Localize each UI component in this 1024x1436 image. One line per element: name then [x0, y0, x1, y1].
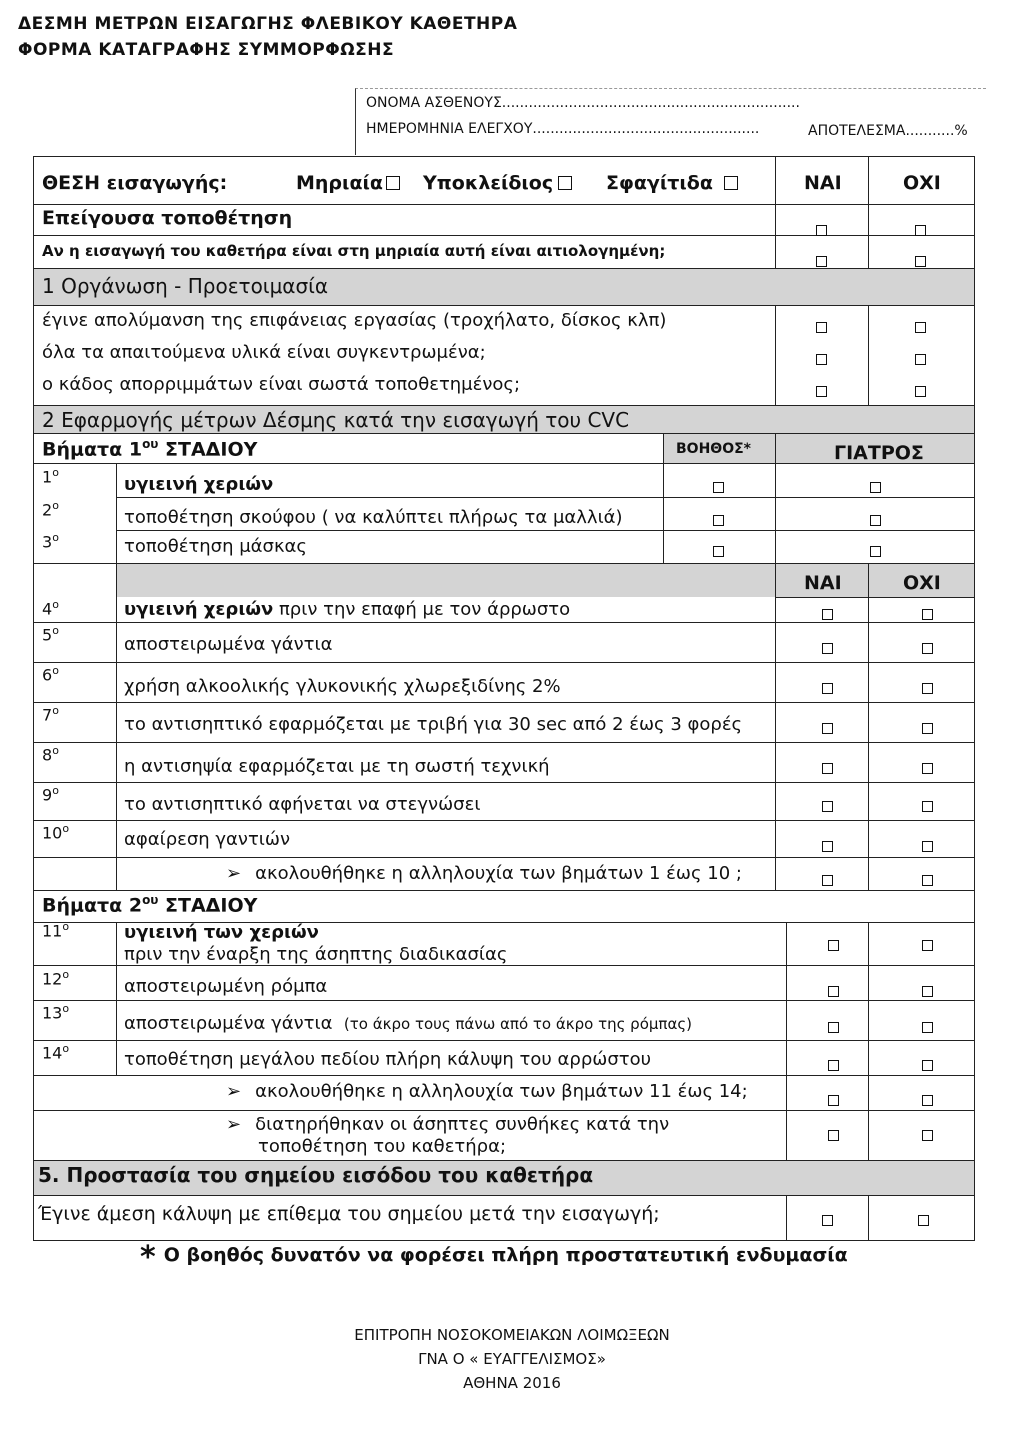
s1-item-2: όλα τα απαιτούμενα υλικά είναι συγκεντρωμένα; [42, 342, 486, 363]
step-4-rest: πριν την επαφή με τον άρρωστο [273, 599, 571, 620]
step-9-no-checkbox[interactable] [922, 801, 933, 812]
femoral-yes-checkbox[interactable] [816, 256, 827, 267]
s5-no-checkbox[interactable] [918, 1215, 929, 1226]
step-11-number: 11$^o$ [42, 920, 70, 941]
step-1-text: υγιεινή χεριών [124, 474, 274, 495]
s1-item-2-yes-checkbox[interactable] [816, 354, 827, 365]
result-line [808, 123, 968, 139]
patient-name-line [366, 95, 800, 111]
step-8-text: η αντισηψία εφαρμόζεται με τη σωστή τεχνική [124, 756, 550, 777]
stage2-title-suffix: ΣΤΑΔΙΟΥ [158, 894, 258, 917]
s1-item-2-no-checkbox[interactable] [915, 354, 926, 365]
footnote [140, 1240, 848, 1275]
footnote-text: Ο βοηθός δυνατόν να φορέσει πλήρη προστατευτική ενδυμασία [163, 1244, 848, 1266]
step-1-helper-checkbox[interactable] [713, 482, 724, 493]
sequence-11-14-yes-checkbox[interactable] [828, 1095, 839, 1106]
s5-yes-checkbox[interactable] [822, 1215, 833, 1226]
position-femoral-label: Μηριαία [296, 172, 383, 194]
step-5-no-checkbox[interactable] [922, 643, 933, 654]
step-6-no-checkbox[interactable] [922, 683, 933, 694]
step-6-number: 6$^o$ [42, 664, 59, 685]
step-5-yes-checkbox[interactable] [822, 643, 833, 654]
aseptic-yes-checkbox[interactable] [828, 1130, 839, 1141]
aseptic-no-checkbox[interactable] [922, 1130, 933, 1141]
col-no-header-2: ΟΧΙ [903, 572, 941, 594]
sequence-11-14-text: ακολουθήθηκε η αλληλουχία των βημάτων 11 έως 14; [255, 1081, 748, 1102]
section1-title: 1 Οργάνωση - Προετοιμασία [42, 274, 329, 298]
sequence-1-10-text: ακολουθήθηκε η αλληλουχία των βημάτων 1 έως 10 ; [255, 863, 742, 884]
sequence-11-14-no-checkbox[interactable] [922, 1095, 933, 1106]
stage2-title-sup: ου [142, 893, 159, 907]
step-10-yes-checkbox[interactable] [822, 841, 833, 852]
step-2-doctor-checkbox[interactable] [870, 515, 881, 526]
sequence-11-14-question [226, 1081, 748, 1102]
stage2-title-prefix: Βήματα 2 [42, 894, 143, 917]
step-14-text: τοποθέτηση μεγάλου πεδίου πλήρη κάλυψη του αρρώστου [124, 1049, 651, 1070]
position-subclavian-checkbox[interactable] [558, 176, 572, 190]
step-7-no-checkbox[interactable] [922, 723, 933, 734]
femoral-justified-question: Αν η εισαγωγή του καθετήρα είναι στη μηριαία αυτή είναι αιτιολογημένη; [42, 242, 666, 260]
step-11-text: πριν την έναρξη της άσηπτης διαδικασίας [124, 944, 508, 965]
result-field[interactable]: ........... [905, 123, 955, 139]
step-2-helper-checkbox[interactable] [713, 515, 724, 526]
aseptic-question-line1 [226, 1114, 669, 1135]
arrow-bullet-icon: ➢ [226, 1081, 242, 1102]
position-femoral-checkbox[interactable] [386, 176, 400, 190]
step-10-number: 10$^o$ [42, 822, 70, 843]
step-3-number: 3$^o$ [42, 531, 59, 552]
urgent-yes-checkbox[interactable] [816, 225, 827, 236]
s1-item-1-yes-checkbox[interactable] [816, 322, 827, 333]
step-8-yes-checkbox[interactable] [822, 763, 833, 774]
arrow-bullet-icon: ➢ [226, 863, 242, 884]
urgent-no-checkbox[interactable] [915, 225, 926, 236]
position-jugular-label: Σφαγίτιδα [606, 172, 713, 194]
step-1-doctor-checkbox[interactable] [870, 482, 881, 493]
step-6-text: χρήση αλκοολικής γλυκονικής χλωρεξιδίνης 2% [124, 676, 561, 697]
s1-item-1-no-checkbox[interactable] [915, 322, 926, 333]
aseptic-question-text1: διατηρήθηκαν οι άσηπτες συνθήκες κατά την [255, 1114, 670, 1135]
sequence-1-10-yes-checkbox[interactable] [822, 875, 833, 886]
step-12-no-checkbox[interactable] [922, 986, 933, 997]
step-7-number: 7$^o$ [42, 704, 59, 725]
stage1-title-sup: ου [142, 437, 159, 451]
step-11-no-checkbox[interactable] [922, 940, 933, 951]
step-8-no-checkbox[interactable] [922, 763, 933, 774]
patient-name-field[interactable]: ................................................................... [501, 95, 800, 111]
check-date-label: ΗΜΕΡΟΜΗΝΙΑ ΕΛΕΓΧΟΥ [366, 121, 533, 137]
step-7-text: το αντισηπτικό εφαρμόζεται με τριβή για 30 sec από 2 έως 3 φορές [124, 714, 743, 735]
step-8-number: 8$^o$ [42, 744, 59, 765]
result-unit: % [954, 123, 968, 139]
step-4-text [124, 599, 570, 620]
step-11-yes-checkbox[interactable] [828, 940, 839, 951]
position-label: ΘΕΣΗ εισαγωγής: [42, 172, 228, 194]
step-4-yes-checkbox[interactable] [822, 609, 833, 620]
step-11-bold-text: υγιεινή των χεριών [124, 922, 319, 943]
yes-no-header-bg [116, 563, 975, 597]
col-yes-header-2: ΝΑΙ [804, 572, 842, 594]
stage1-title-prefix: Βήματα 1 [42, 438, 143, 461]
section2-title: 2 Εφαρμογής μέτρων Δέσμης κατά την εισαγωγή του CVC [42, 408, 630, 432]
form-subtitle: ΦΟΡΜΑ ΚΑΤΑΓΡΑΦΗΣ ΣΥΜΜΟΡΦΩΣΗΣ [18, 40, 395, 60]
col-doctor-header: ΓΙΑΤΡΟΣ [834, 442, 924, 464]
step-4-bold: υγιεινή χεριών [124, 599, 274, 620]
aseptic-question-line2: τοποθέτηση του καθετήρα; [258, 1136, 507, 1157]
sequence-1-10-no-checkbox[interactable] [922, 875, 933, 886]
patient-info-box [355, 88, 986, 155]
step-10-text: αφαίρεση γαντιών [124, 829, 291, 850]
step-10-no-checkbox[interactable] [922, 841, 933, 852]
step-13-note: (το άκρο τους πάνω από το άκρο της ρόμπας) [343, 1015, 692, 1033]
s5-item: Έγινε άμεση κάλυψη με επίθεμα του σημείου μετά την εισαγωγή; [38, 1203, 660, 1225]
s1-item-1: έγινε απολύμανση της επιφάνειας εργασίας (τροχήλατο, δίσκος κλπ) [42, 310, 667, 331]
sequence-1-10-question [226, 863, 742, 884]
position-subclavian-label: Υποκλείδιος [423, 172, 554, 194]
femoral-no-checkbox[interactable] [915, 256, 926, 267]
section5-title: 5. Προστασία του σημείου εισόδου του καθετήρα [38, 1163, 594, 1187]
col-yes-header: ΝΑΙ [804, 172, 842, 194]
check-date-field[interactable]: ................................................... [532, 121, 760, 137]
step-9-yes-checkbox[interactable] [822, 801, 833, 812]
step-3-text: τοποθέτηση μάσκας [124, 536, 307, 557]
step-9-number: 9$^o$ [42, 784, 59, 805]
stage1-title-suffix: ΣΤΑΔΙΟΥ [158, 438, 258, 461]
step-13-text [124, 1013, 692, 1034]
step-4-no-checkbox[interactable] [922, 609, 933, 620]
s1-item-3: ο κάδος απορριμμάτων είναι σωστά τοποθετημένος; [42, 374, 521, 395]
footnote-asterisk: * [140, 1240, 156, 1275]
step-14-yes-checkbox[interactable] [828, 1060, 839, 1071]
step-14-number: 14$^o$ [42, 1042, 70, 1063]
footer-committee: ΕΠΙΤΡΟΠΗ ΝΟΣΟΚΟΜΕΙΑΚΩΝ ΛΟΙΜΩΞΕΩΝ [354, 1326, 670, 1344]
urgent-placement-label: Επείγουσα τοποθέτηση [42, 207, 293, 229]
footer-hospital: ΓΝΑ Ο « ΕΥΑΓΓΕΛΙΣΜΟΣ» [418, 1350, 606, 1368]
step-12-number: 12$^o$ [42, 968, 70, 989]
step-5-text: αποστειρωμένα γάντια [124, 634, 333, 655]
col-no-header: ΟΧΙ [903, 172, 941, 194]
step-13-no-checkbox[interactable] [922, 1022, 933, 1033]
step-12-yes-checkbox[interactable] [828, 986, 839, 997]
stage2-title [42, 893, 257, 916]
step-9-text: το αντισηπτικό αφήνεται να στεγνώσει [124, 794, 481, 815]
step-2-number: 2$^o$ [42, 499, 59, 520]
stage1-title [42, 437, 257, 460]
s1-item-3-no-checkbox[interactable] [915, 386, 926, 397]
step-1-number: 1$^o$ [42, 466, 59, 487]
step-3-helper-checkbox[interactable] [713, 546, 724, 557]
position-jugular-checkbox[interactable] [724, 176, 738, 190]
step-13-yes-checkbox[interactable] [828, 1022, 839, 1033]
step-6-yes-checkbox[interactable] [822, 683, 833, 694]
check-date-line [366, 121, 759, 137]
step-12-text: αποστειρωμένη ρόμπα [124, 976, 328, 997]
step-13-main: αποστειρωμένα γάντια [124, 1013, 333, 1034]
step-2-text: τοποθέτηση σκούφου ( να καλύπτει πλήρως τα μαλλιά) [124, 507, 623, 528]
footer-city-year: ΑΘΗΝΑ 2016 [463, 1374, 561, 1392]
s1-item-3-yes-checkbox[interactable] [816, 386, 827, 397]
step-5-number: 5$^o$ [42, 624, 59, 645]
step-14-no-checkbox[interactable] [922, 1060, 933, 1071]
step-4-number: 4$^o$ [42, 598, 59, 619]
step-3-doctor-checkbox[interactable] [870, 546, 881, 557]
patient-name-label: ΟΝΟΜΑ ΑΣΘΕΝΟΥΣ [366, 95, 502, 111]
arrow-bullet-icon: ➢ [226, 1114, 242, 1135]
form-title: ΔΕΣΜΗ ΜΕΤΡΩΝ ΕΙΣΑΓΩΓΗΣ ΦΛΕΒΙΚΟΥ ΚΑΘΕΤΗΡΑ [18, 14, 518, 34]
result-label: ΑΠΟΤΕΛΕΣΜΑ [808, 123, 906, 139]
step-7-yes-checkbox[interactable] [822, 723, 833, 734]
step-13-number: 13$^o$ [42, 1002, 70, 1023]
col-helper-header: ΒΟΗΘΟΣ* [676, 441, 751, 457]
